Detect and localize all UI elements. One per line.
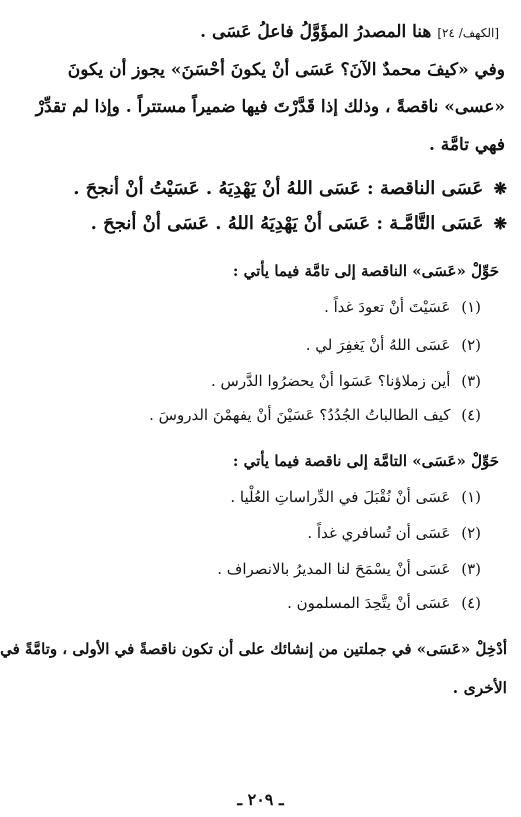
- item-number: (٢): [461, 336, 481, 354]
- example-line-1: [0, 178, 521, 199]
- paragraph-line-1-text: هنا المصدرُ المؤَوَّلُ فاعلُ عَسَى .: [200, 22, 432, 42]
- exercise-1-instruction: حَوِّلْ «عَسَى» الناقصة إلى تامَّة فيما يأتي :: [232, 262, 499, 280]
- exercise-3-line-2: الأخرى .: [452, 678, 507, 697]
- item-number: (١): [461, 298, 481, 316]
- item-text: عَسَى أنْ يتَّحِدَ المسلمون .: [287, 594, 451, 612]
- item-number: (٤): [461, 406, 481, 424]
- paragraph-line-4: فهي تامَّة .: [428, 135, 505, 155]
- paragraph-line-1: [0, 22, 521, 42]
- paragraph-line-3: «عسى» ناقصةً ، وذلك إذا قَدَّرْتَ فيها ضميراً مستتراً . وإذا لم تقدِّرْ: [35, 97, 505, 117]
- example-text-1: عَسَى الناقصة : عَسَى اللهُ أنْ يَهْدِيَهُ . عَسَيْتُ أنْ أنجحَ .: [73, 178, 484, 199]
- item-text: عَسَى أنْ نُقْبَلَ في الدِّراساتِ العُلْيا .: [230, 488, 451, 506]
- exercise-2-item: [0, 488, 521, 506]
- item-number: (٤): [461, 594, 481, 612]
- item-number: (٢): [461, 524, 481, 542]
- item-number: (٣): [461, 560, 481, 578]
- item-text: كيف الطالباتُ الجُدُدُ؟ عَسَيْنَ أنْ يفهمْنَ الدروسَ .: [149, 406, 451, 424]
- item-number: (٣): [461, 372, 481, 390]
- example-line-2: [0, 213, 521, 234]
- item-number: (١): [461, 488, 481, 506]
- asterisk-icon: ❋: [493, 179, 507, 198]
- exercise-2-item: [0, 560, 521, 578]
- item-text: عَسَى أنْ يسْمَحَ لنا المديرُ بالانصراف .: [217, 560, 451, 578]
- example-text-2: عَسَى التَّامَّـة : عَسَى أنْ يَهْدِيَهُ اللهُ . عَسَى أنْ أنجحَ .: [90, 213, 484, 234]
- quran-reference: [الكهف/ ٢٤]: [437, 26, 499, 40]
- item-text: عَسَيْتَ أنْ تعودَ غداً .: [324, 298, 451, 316]
- item-text: أين زملاؤنا؟ عَسَوا أنْ يحضرُوا الدَّرس .: [210, 372, 451, 390]
- page-number: ـ ٢٠٩ ـ: [237, 790, 284, 809]
- exercise-2-instruction: حَوِّلْ «عَسَى» التامَّة إلى ناقصة فيما يأتي :: [232, 452, 499, 470]
- paragraph-line-2: وفي «كيفَ محمدٌ الآنَ؟ عَسَى أنْ يكونَ أحْسَنَ» يجوز أن يكونَ: [67, 60, 505, 80]
- exercise-3-line-1: أدْخِلْ «عَسَى» في جملتين من إنشائك على أن تكون ناقصةً في الأولى ، وتامَّةً في: [0, 640, 507, 658]
- exercise-2-item: [0, 594, 521, 612]
- exercise-2-item: [0, 524, 521, 542]
- exercise-1-item: [0, 298, 521, 316]
- exercise-1-item: [0, 406, 521, 424]
- asterisk-icon: ❋: [493, 214, 507, 233]
- item-text: عَسَى اللهُ أنْ يَغفِرَ لي .: [305, 336, 451, 354]
- exercise-1-item: [0, 336, 521, 354]
- item-text: عَسَى أن تُسافري غداً .: [307, 524, 451, 542]
- exercise-1-item: [0, 372, 521, 390]
